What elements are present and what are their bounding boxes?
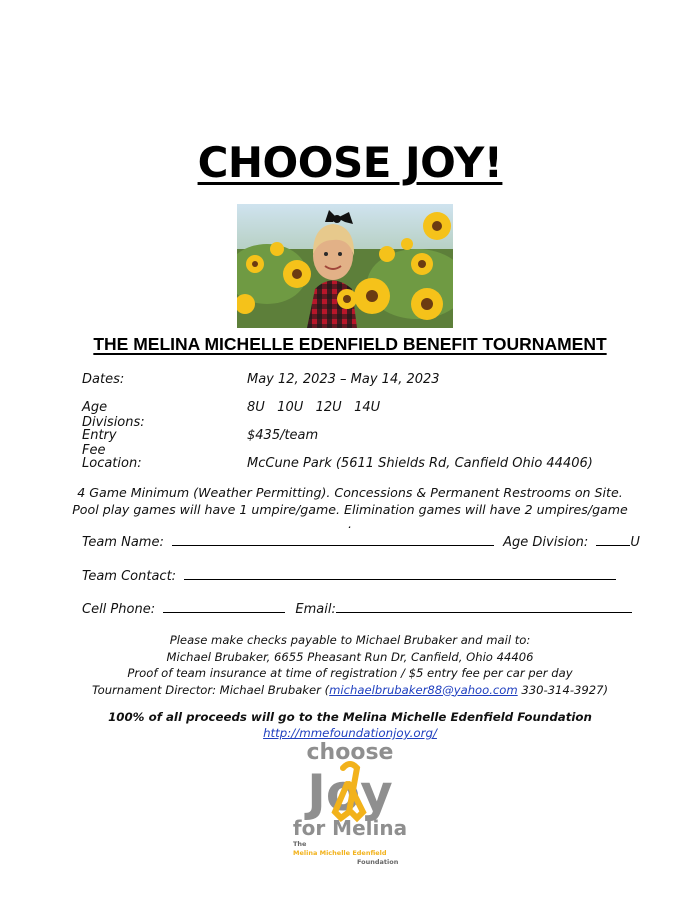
- location-value: McCune Park (5611 Shields Rd, Canfield Ohio 44406): [247, 456, 593, 471]
- entry-fee-label: Entry Fee: [82, 428, 117, 458]
- age-divisions-label: Age Divisions:: [82, 400, 145, 430]
- insurance-fee-note: Proof of team insurance at time of registration / $5 entry fee per car per day: [127, 666, 573, 680]
- info-block: [0, 632, 700, 698]
- mailing-address: Michael Brubaker, 6655 Pheasant Run Dr, Canfield, Ohio 44406: [166, 649, 534, 664]
- email-label: Email:: [295, 602, 336, 617]
- contact-info-row: [82, 600, 632, 617]
- director-email-link[interactable]: michaelbrubaker88@yahoo.com: [329, 682, 518, 697]
- girl-sunflower-photo: [237, 204, 453, 328]
- director-phone: 330-314-3927): [517, 682, 609, 697]
- team-contact-blank[interactable]: [184, 567, 616, 580]
- age-divisions-value: 8U 10U 12U 14U: [247, 400, 381, 415]
- choose-joy-logo: [285, 738, 415, 868]
- director-prefix: Tournament Director: Michael Brubaker (: [91, 682, 330, 697]
- dates-label: Dates:: [82, 372, 125, 387]
- payment-instructions: Please make checks payable to Michael Brubaker and mail to:: [169, 633, 531, 647]
- tournament-director: [0, 682, 700, 699]
- logo-choose-text: choose: [306, 740, 394, 765]
- game-notes-line-2: Pool play games will have 1 umpire/game. Elimination games will have 2 umpires/game: [72, 502, 628, 517]
- team-name-row: [82, 533, 640, 550]
- logo-for-melina-text: for Melina: [292, 816, 408, 840]
- proceeds-statement: 100% of all proceeds will go to the Melina Michelle Edenfield Foundation: [108, 710, 592, 724]
- age-division-suffix: U: [630, 535, 640, 550]
- team-contact-row: [82, 567, 616, 584]
- age-division-blank[interactable]: [596, 533, 630, 546]
- logo-joy-text: Joy: [307, 764, 393, 822]
- cell-phone-blank[interactable]: [163, 600, 285, 613]
- tournament-name: THE MELINA MICHELLE EDENFIELD BENEFIT TOURNAMENT: [93, 334, 607, 354]
- logo-the-text: The: [293, 840, 307, 848]
- logo-foundation-name: Melina Michelle Edenfield: [293, 849, 387, 857]
- email-blank[interactable]: [336, 600, 632, 613]
- location-label: Location:: [82, 456, 142, 471]
- team-contact-label: Team Contact:: [82, 569, 177, 584]
- dates-value: May 12, 2023 – May 14, 2023: [247, 372, 440, 387]
- logo-foundation-text: Foundation: [357, 858, 399, 866]
- flyer-title: CHOOSE JOY!: [197, 138, 503, 187]
- cell-phone-label: Cell Phone:: [82, 602, 156, 617]
- foundation-url-link[interactable]: http://mmefoundationjoy.org/: [263, 726, 437, 740]
- team-name-blank[interactable]: [172, 533, 494, 546]
- entry-fee-value: $435/team: [247, 428, 319, 443]
- team-name-label: Team Name:: [82, 535, 164, 550]
- age-division-label: Age Division:: [503, 535, 589, 550]
- game-notes-line-1: 4 Game Minimum (Weather Permitting). Concessions & Permanent Restrooms on Site.: [77, 485, 623, 500]
- game-notes-line-3: .: [347, 516, 352, 531]
